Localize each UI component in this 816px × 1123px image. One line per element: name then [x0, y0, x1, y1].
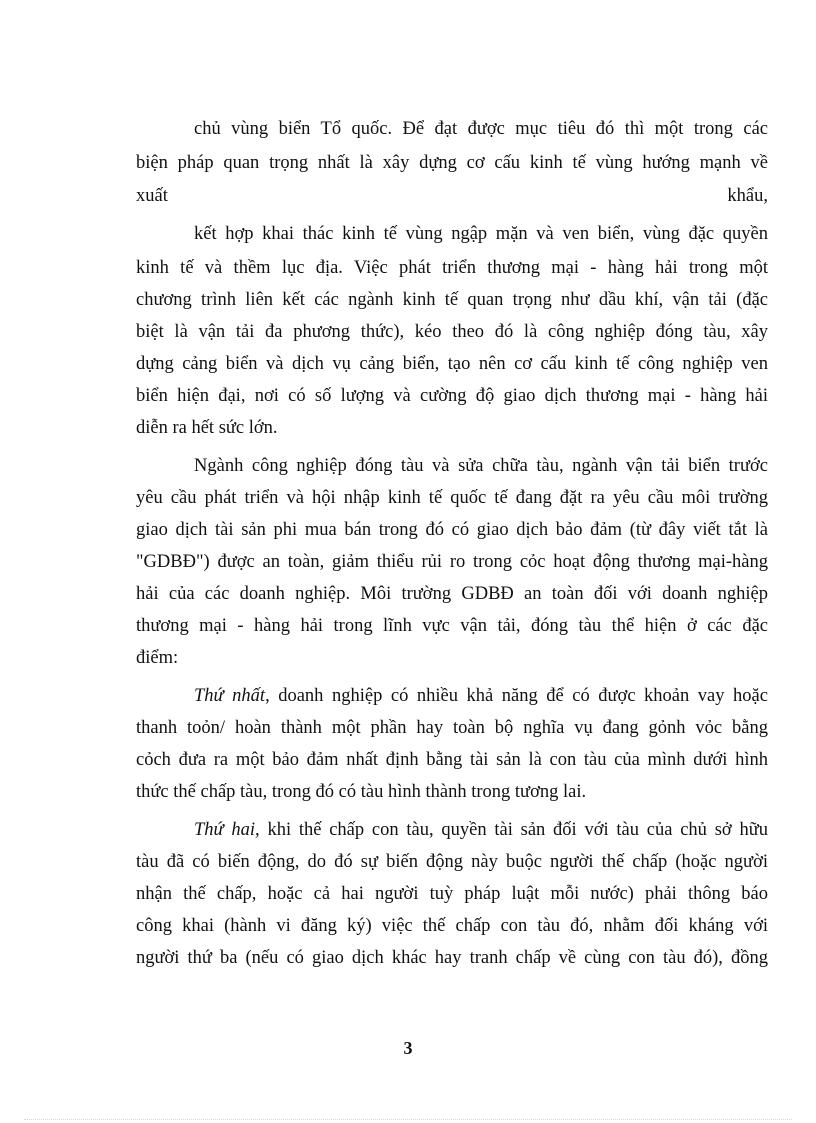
paragraph-line-end: khẩu,	[727, 186, 768, 206]
paragraph-line: Ngành công nghiệp đóng tàu và sửa chữa tàu, ngành vận tải biển trước	[194, 456, 768, 476]
footer-divider	[24, 1119, 792, 1120]
paragraph-line: kinh tế và thềm lục địa. Việc phát triển thương mại - hàng hải trong một	[136, 258, 768, 278]
line-rest: , khi thế chấp con tàu, quyền tài sản đối với tàu của chủ sở hữu	[255, 820, 768, 840]
paragraph-line: nhận thế chấp, hoặc cả hai người tuỳ pháp luật mỗi nước) phải thông báo	[136, 884, 768, 904]
paragraph-line: biện pháp quan trọng nhất là xây dựng cơ cấu kinh tế vùng hướng mạnh về	[136, 153, 768, 173]
paragraph-line: dựng cảng biển và dịch vụ cảng biển, tạo nên cơ cấu kinh tế công nghiệp ven	[136, 354, 768, 374]
paragraph-line	[194, 684, 768, 708]
paragraph-line: biển hiện đại, nơi có số lượng và cường độ giao dịch thương mại - hàng hải	[136, 386, 768, 406]
paragraph-line: thương mại - hàng hải trong lĩnh vực vận tải, đóng tàu thể hiện ở các đặc	[136, 616, 768, 636]
paragraph-line: chương trình liên kết các ngành kinh tế quan trọng như dầu khí, vận tải (đặc	[136, 290, 768, 310]
paragraph-line: biệt là vận tải đa phương thức), kéo theo đó là công nghiệp đóng tàu, xây	[136, 322, 768, 342]
paragraph-line: người thứ ba (nếu có giao dịch khác hay tranh chấp về cùng con tàu đó), đồng	[136, 948, 768, 968]
paragraph-line: chủ vùng biển Tổ quốc. Để đạt được mục tiêu đó thì một trong các	[194, 119, 768, 139]
paragraph-line: "GDBĐ") được an toàn, giảm thiểu rủi ro trong cỏc hoạt động thương mại-hàng	[136, 552, 768, 572]
paragraph-line: công khai (hành vi đăng ký) việc thế chấp con tàu đó, nhằm đối kháng với	[136, 916, 768, 936]
italic-lead: Thứ nhất	[194, 686, 266, 706]
paragraph-line: kết hợp khai thác kinh tế vùng ngập mặn và ven biển, vùng đặc quyền	[194, 224, 768, 244]
paragraph-line: điểm:	[136, 648, 179, 668]
line-rest: , doanh nghiệp có nhiều khả năng để có được khoản vay hoặc	[265, 686, 768, 706]
italic-lead: Thứ hai	[194, 820, 256, 840]
paragraph-line: hải của các doanh nghiệp. Môi trường GDBĐ an toàn đối với doanh nghiệp	[136, 584, 768, 604]
paragraph-line: thanh toỏn/ hoàn thành một phần hay toàn bộ nghĩa vụ đang gỏnh vỏc bằng	[136, 718, 768, 738]
paragraph-line	[194, 818, 768, 842]
paragraph-line: tàu đã có biến động, do đó sự biến động này buộc người thế chấp (hoặc người	[136, 852, 768, 872]
paragraph-line: cỏch đưa ra một bảo đảm nhất định bằng tài sản là con tàu của mình dưới hình	[136, 750, 768, 770]
paragraph-line-start: xuất	[136, 186, 168, 206]
page-number: 3	[403, 1038, 413, 1058]
paragraph-line: thức thế chấp tàu, trong đó có tàu hình thành trong tương lai.	[136, 782, 587, 802]
paragraph-line: yêu cầu phát triển và hội nhập kinh tế quốc tế đang đặt ra yêu cầu môi trường	[136, 488, 768, 508]
paragraph-line: diễn ra hết sức lớn.	[136, 418, 278, 438]
paragraph-line: giao dịch tài sản phi mua bán trong đó có giao dịch bảo đảm (từ đây viết tắt là	[136, 520, 768, 540]
